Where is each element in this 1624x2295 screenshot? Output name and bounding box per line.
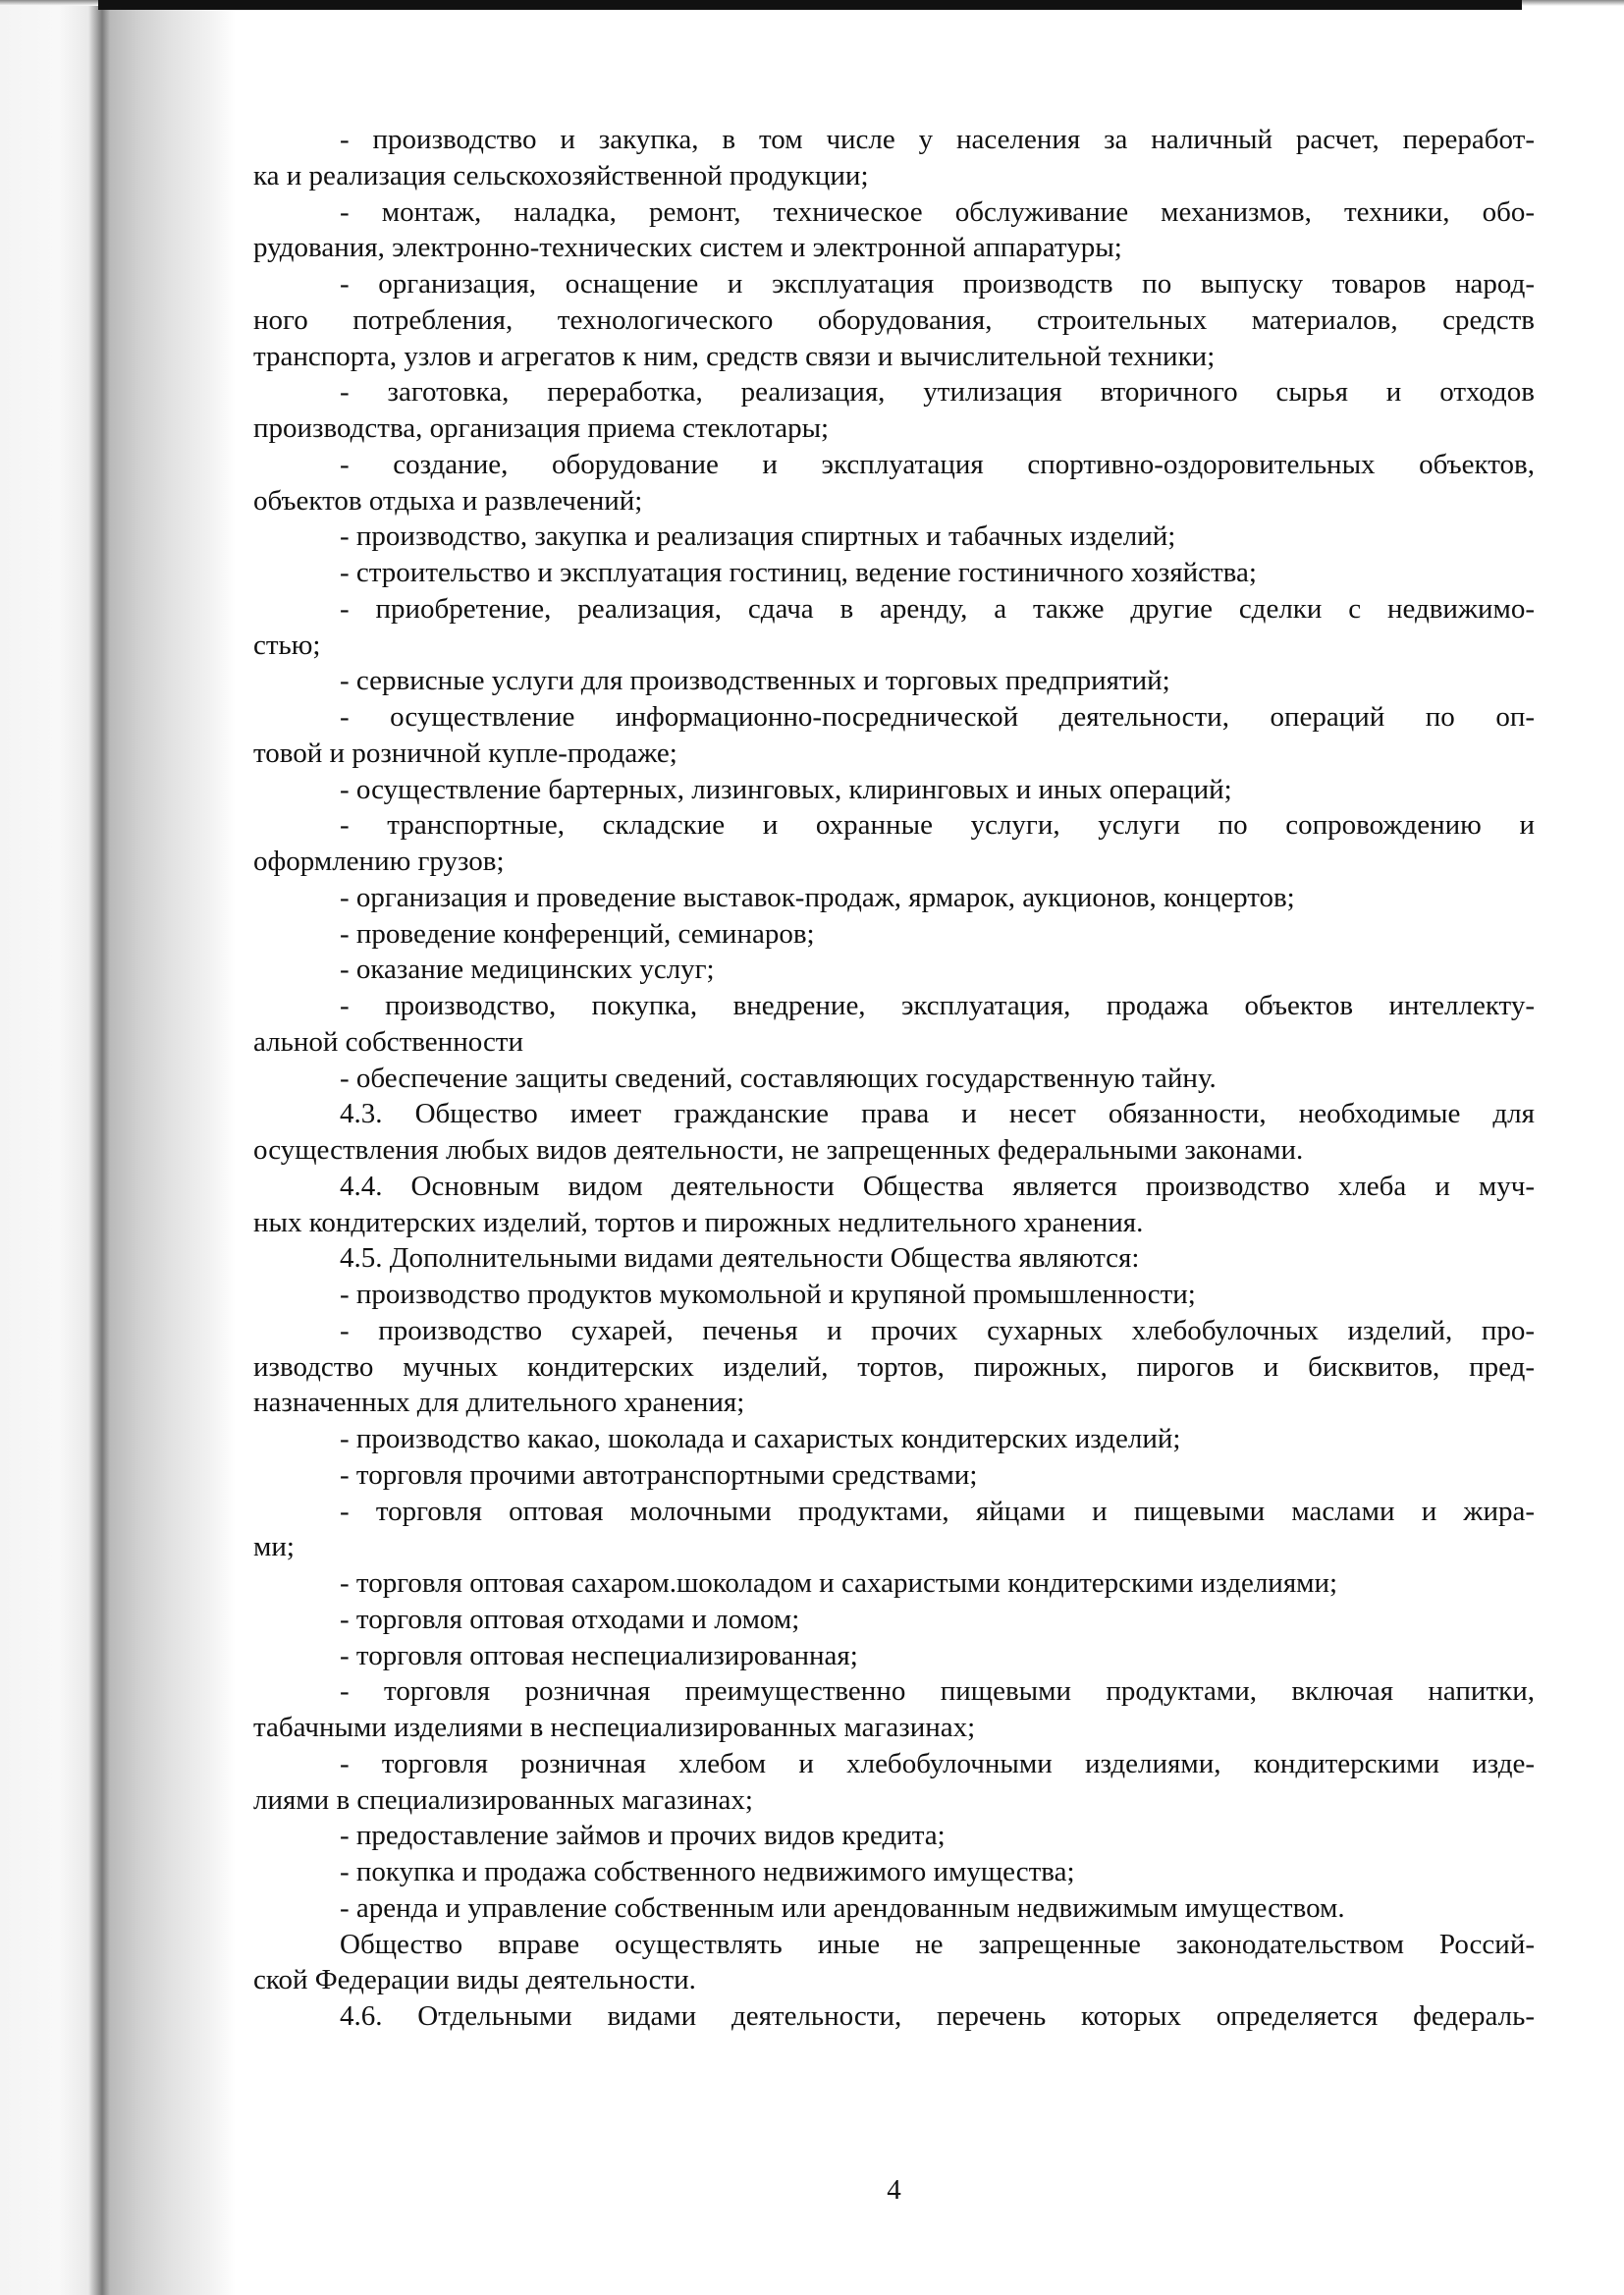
text-line: - строительство и эксплуатация гостиниц, ведение гостиничного хозяйства; (340, 557, 1257, 588)
text-line: - торговля оптовая неспециализированная; (340, 1639, 858, 1671)
text-line: лиями в специализированных магазинах; (253, 1783, 753, 1816)
text-line: - торговля розничная преимущественно пищевыми продуктами, включая напитки, (340, 1675, 1535, 1708)
text-line: - оказание медицинских услуг; (340, 954, 715, 986)
text-line: - торговля оптовая отходами и ломом; (340, 1603, 800, 1635)
text-line: назначенных для длительного хранения; (253, 1387, 745, 1419)
text-line: - производство какао, шоколада и сахаристых кондитерских изделий; (340, 1423, 1181, 1454)
text-line: - производство, покупка, внедрение, эксплуатация, продажа объектов интеллекту- (340, 990, 1535, 1021)
text-line: 4.4. Основным видом деятельности Общества является производство хлеба и муч- (340, 1170, 1535, 1202)
text-line: - торговля оптовая сахаром.шоколадом и сахаристыми кондитерскими изделиями; (340, 1567, 1338, 1599)
text-line: - обеспечение защиты сведений, составляющих государственную тайну. (340, 1062, 1217, 1094)
text-line: осуществления любых видов деятельности, не запрещенных федеральными законами. (253, 1134, 1304, 1166)
text-line: рудования, электронно-технических систем и электронной аппаратуры; (253, 232, 1122, 264)
scan-binding-shadow (0, 0, 236, 2295)
text-line: товой и розничной купле-продаже; (253, 737, 677, 769)
text-line: - аренда и управление собственным или арендованным недвижимым имуществом. (340, 1891, 1345, 1924)
text-line: - торговля прочими автотранспортными средствами; (340, 1458, 978, 1491)
text-line: альной собственности (253, 1025, 524, 1058)
text-line: изводство мучных кондитерских изделий, тортов, пирожных, пирогов и бисквитов, пред- (253, 1350, 1535, 1383)
text-line: - торговля розничная хлебом и хлебобулочными изделиями, кондитерскими изде- (340, 1747, 1535, 1779)
text-line: табачными изделиями в неспециализированных магазинах; (253, 1712, 976, 1743)
text-line: - производство продуктов мукомольной и крупяной промышленности; (340, 1279, 1196, 1310)
text-line: - проведение конференций, семинаров; (340, 917, 815, 950)
text-line: ных кондитерских изделий, тортов и пирожных недлительного хранения. (253, 1206, 1144, 1238)
text-line: 4.5. Дополнительными видами деятельности Общества являются: (340, 1242, 1140, 1275)
text-line: - торговля оптовая молочными продуктами, яйцами и пищевыми маслами и жира- (340, 1495, 1535, 1527)
text-line: объектов отдыха и развлечений; (253, 484, 643, 517)
text-line: - производство сухарей, печенья и прочих сухарных хлебобулочных изделий, про- (340, 1314, 1535, 1346)
text-line: - монтаж, наладка, ремонт, техническое обслуживание механизмов, техники, обо- (340, 195, 1535, 228)
text-line: - заготовка, переработка, реализация, утилизация вторичного сырья и отходов (340, 376, 1535, 409)
text-line: - транспортные, складские и охранные услуги, услуги по сопровождению и (340, 809, 1535, 842)
text-line: 4.6. Отдельными видами деятельности, перечень которых определяется федераль- (340, 2000, 1535, 2032)
text-line: - осуществление информационно-посреднической деятельности, операций по оп- (340, 701, 1535, 733)
text-line: - производство и закупка, в том числе у населения за наличный расчет, переработ- (340, 124, 1535, 155)
text-line: ми; (253, 1531, 295, 1563)
text-line: производства, организация приема стеклотары; (253, 412, 830, 444)
page-number: 4 (887, 2174, 901, 2206)
text-line: - организация и проведение выставок-продаж, ярмарок, аукционов, концертов; (340, 881, 1295, 913)
text-line: - сервисные услуги для производственных и торговых предприятий; (340, 665, 1170, 697)
text-line: - приобретение, реализация, сдача в аренду, а также другие сделки с недвижимо- (340, 592, 1535, 625)
text-line: - покупка и продажа собственного недвижимого имущества; (340, 1856, 1075, 1887)
text-line: оформлению грузов; (253, 846, 505, 877)
text-line: - предоставление займов и прочих видов кредита; (340, 1820, 946, 1852)
text-line: стью; (253, 628, 321, 661)
text-line: 4.3. Общество имеет гражданские права и несет обязанности, необходимые для (340, 1098, 1535, 1130)
text-line: ка и реализация сельскохозяйственной продукции; (253, 159, 869, 191)
text-line: - осуществление бартерных, лизинговых, клиринговых и иных операций; (340, 773, 1232, 805)
text-line: - производство, закупка и реализация спиртных и табачных изделий; (340, 520, 1176, 553)
document-page (253, 0, 1535, 2295)
text-line: - создание, оборудование и эксплуатация спортивно-оздоровительных объектов, (340, 448, 1535, 480)
text-line: ской Федерации виды деятельности. (253, 1964, 696, 1996)
text-line: транспорта, узлов и агрегатов к ним, средств связи и вычислительной техники; (253, 340, 1216, 372)
text-line: - организация, оснащение и эксплуатация производств по выпуску товаров народ- (340, 268, 1535, 300)
text-line: Общество вправе осуществлять иные не запрещенные законодательством Россий- (340, 1928, 1535, 1960)
text-line: ного потребления, технологического оборудования, строительных материалов, средств (253, 303, 1535, 336)
